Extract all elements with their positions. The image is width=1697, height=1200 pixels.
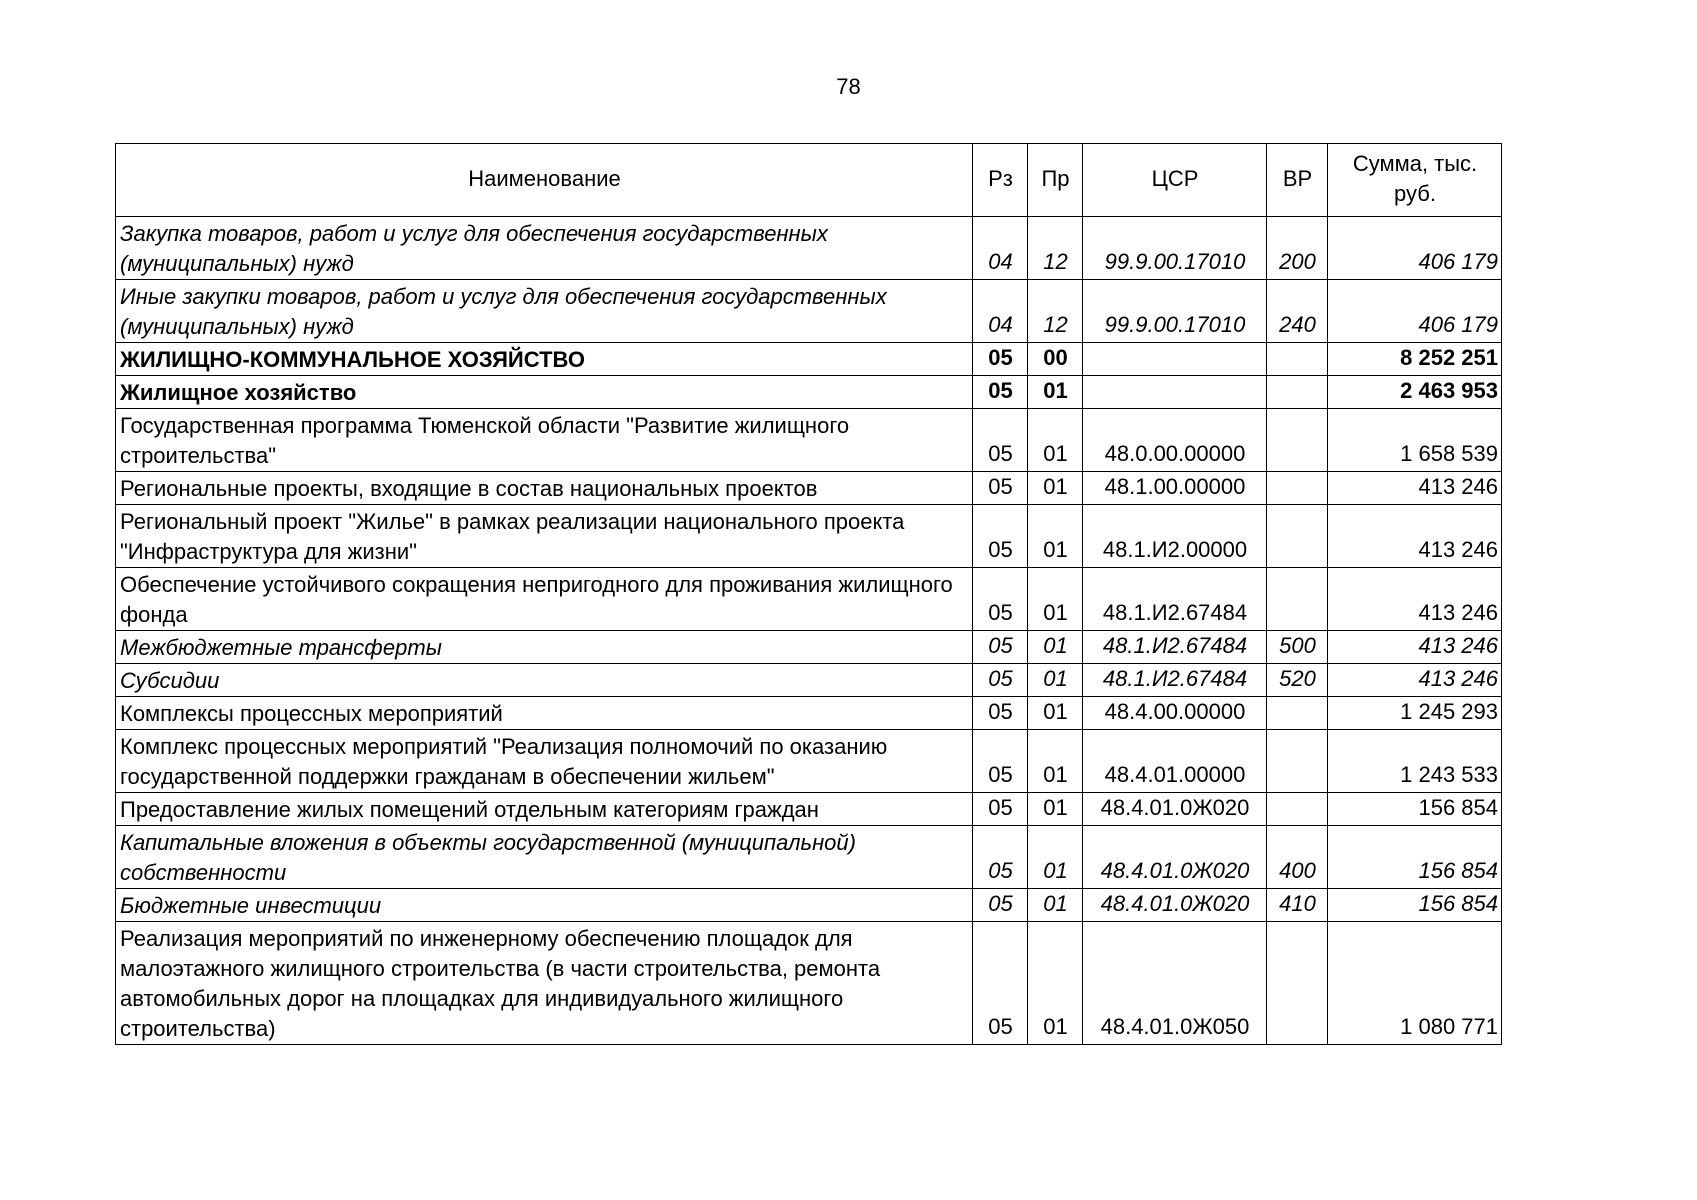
cell-vr bbox=[1267, 793, 1328, 826]
table-row bbox=[116, 343, 1502, 376]
cell-pr: 01 bbox=[1028, 697, 1083, 730]
cell-csr: 48.4.01.0Ж050 bbox=[1083, 922, 1267, 1045]
table-row bbox=[116, 793, 1502, 826]
cell-rz: 05 bbox=[973, 409, 1028, 472]
header-rz: Рз bbox=[973, 144, 1028, 217]
cell-pr: 01 bbox=[1028, 409, 1083, 472]
cell-sum: 406 179 bbox=[1328, 217, 1502, 280]
cell-csr bbox=[1083, 376, 1267, 409]
cell-pr: 01 bbox=[1028, 505, 1083, 568]
cell-sum: 156 854 bbox=[1328, 889, 1502, 922]
table-row bbox=[116, 664, 1502, 697]
cell-vr bbox=[1267, 922, 1328, 1045]
cell-vr: 400 bbox=[1267, 826, 1328, 889]
cell-vr bbox=[1267, 376, 1328, 409]
cell-vr bbox=[1267, 472, 1328, 505]
table-row bbox=[116, 826, 1502, 889]
page-number: 78 bbox=[836, 74, 861, 99]
cell-vr bbox=[1267, 730, 1328, 793]
cell-csr: 48.1.И2.67484 bbox=[1083, 568, 1267, 631]
cell-csr: 48.4.00.00000 bbox=[1083, 697, 1267, 730]
cell-vr bbox=[1267, 505, 1328, 568]
cell-pr: 01 bbox=[1028, 568, 1083, 631]
cell-vr bbox=[1267, 409, 1328, 472]
cell-name: ЖИЛИЩНО-КОММУНАЛЬНОЕ ХОЗЯЙСТВО bbox=[116, 343, 973, 376]
cell-name: Закупка товаров, работ и услуг для обеспечения государственных (муниципальных) нужд bbox=[116, 217, 973, 280]
cell-name: Обеспечение устойчивого сокращения непригодного для проживания жилищного фонда bbox=[116, 568, 973, 631]
header-sum: Сумма, тыс. руб. bbox=[1328, 144, 1502, 217]
budget-table bbox=[115, 143, 1502, 1045]
cell-sum: 1 243 533 bbox=[1328, 730, 1502, 793]
cell-rz: 05 bbox=[973, 376, 1028, 409]
cell-vr: 200 bbox=[1267, 217, 1328, 280]
table-header-row bbox=[116, 144, 1502, 217]
cell-rz: 05 bbox=[973, 697, 1028, 730]
cell-name: Предоставление жилых помещений отдельным категориям граждан bbox=[116, 793, 973, 826]
table-row bbox=[116, 280, 1502, 343]
header-vr: ВР bbox=[1267, 144, 1328, 217]
cell-csr: 48.4.01.0Ж020 bbox=[1083, 793, 1267, 826]
cell-name: Комплексы процессных мероприятий bbox=[116, 697, 973, 730]
cell-csr: 48.1.И2.00000 bbox=[1083, 505, 1267, 568]
cell-sum: 406 179 bbox=[1328, 280, 1502, 343]
cell-name: Государственная программа Тюменской области "Развитие жилищного строительства" bbox=[116, 409, 973, 472]
cell-name: Капитальные вложения в объекты государственной (муниципальной) собственности bbox=[116, 826, 973, 889]
cell-name: Жилищное хозяйство bbox=[116, 376, 973, 409]
cell-pr: 01 bbox=[1028, 889, 1083, 922]
table-row bbox=[116, 697, 1502, 730]
cell-csr: 48.4.01.00000 bbox=[1083, 730, 1267, 793]
cell-rz: 05 bbox=[973, 343, 1028, 376]
cell-pr: 01 bbox=[1028, 472, 1083, 505]
cell-name: Реализация мероприятий по инженерному обеспечению площадок для малоэтажного жилищного строительства (в части строительства, ремонта автомобильных дорог на площадках для индивидуального жилищного строительства) bbox=[116, 922, 973, 1045]
cell-sum: 8 252 251 bbox=[1328, 343, 1502, 376]
table-row bbox=[116, 505, 1502, 568]
cell-csr: 48.1.00.00000 bbox=[1083, 472, 1267, 505]
cell-sum: 1 245 293 bbox=[1328, 697, 1502, 730]
cell-rz: 05 bbox=[973, 826, 1028, 889]
cell-vr bbox=[1267, 343, 1328, 376]
cell-csr: 48.1.И2.67484 bbox=[1083, 631, 1267, 664]
cell-pr: 01 bbox=[1028, 793, 1083, 826]
cell-csr: 48.4.01.0Ж020 bbox=[1083, 826, 1267, 889]
cell-vr bbox=[1267, 568, 1328, 631]
cell-rz: 05 bbox=[973, 730, 1028, 793]
cell-pr: 01 bbox=[1028, 664, 1083, 697]
cell-csr: 99.9.00.17010 bbox=[1083, 280, 1267, 343]
cell-pr: 00 bbox=[1028, 343, 1083, 376]
table-row bbox=[116, 730, 1502, 793]
cell-name: Межбюджетные трансферты bbox=[116, 631, 973, 664]
table-row bbox=[116, 922, 1502, 1045]
cell-pr: 01 bbox=[1028, 631, 1083, 664]
table-body bbox=[116, 217, 1502, 1045]
cell-csr: 48.4.01.0Ж020 bbox=[1083, 889, 1267, 922]
cell-pr: 01 bbox=[1028, 376, 1083, 409]
cell-rz: 05 bbox=[973, 472, 1028, 505]
cell-name: Региональные проекты, входящие в состав национальных проектов bbox=[116, 472, 973, 505]
cell-name: Комплекс процессных мероприятий "Реализация полномочий по оказанию государственной поддержки гражданам в обеспечении жильем" bbox=[116, 730, 973, 793]
cell-csr: 48.1.И2.67484 bbox=[1083, 664, 1267, 697]
cell-name: Субсидии bbox=[116, 664, 973, 697]
header-pr: Пр bbox=[1028, 144, 1083, 217]
table-row bbox=[116, 376, 1502, 409]
cell-sum: 413 246 bbox=[1328, 505, 1502, 568]
cell-pr: 01 bbox=[1028, 730, 1083, 793]
cell-csr: 99.9.00.17010 bbox=[1083, 217, 1267, 280]
cell-rz: 05 bbox=[973, 568, 1028, 631]
cell-rz: 05 bbox=[973, 889, 1028, 922]
cell-sum: 2 463 953 bbox=[1328, 376, 1502, 409]
table-row bbox=[116, 631, 1502, 664]
cell-vr: 410 bbox=[1267, 889, 1328, 922]
cell-vr bbox=[1267, 697, 1328, 730]
cell-pr: 01 bbox=[1028, 922, 1083, 1045]
cell-sum: 1 658 539 bbox=[1328, 409, 1502, 472]
cell-rz: 05 bbox=[973, 631, 1028, 664]
cell-sum: 413 246 bbox=[1328, 664, 1502, 697]
cell-rz: 05 bbox=[973, 922, 1028, 1045]
cell-pr: 01 bbox=[1028, 826, 1083, 889]
cell-sum: 413 246 bbox=[1328, 631, 1502, 664]
cell-sum: 1 080 771 bbox=[1328, 922, 1502, 1045]
cell-pr: 12 bbox=[1028, 217, 1083, 280]
cell-rz: 05 bbox=[973, 505, 1028, 568]
table-row bbox=[116, 568, 1502, 631]
cell-rz: 04 bbox=[973, 280, 1028, 343]
cell-sum: 156 854 bbox=[1328, 793, 1502, 826]
header-name: Наименование bbox=[116, 144, 973, 217]
cell-sum: 413 246 bbox=[1328, 472, 1502, 505]
cell-name: Региональный проект "Жилье" в рамках реализации национального проекта "Инфраструктура для жизни" bbox=[116, 505, 973, 568]
table-row bbox=[116, 889, 1502, 922]
cell-vr: 520 bbox=[1267, 664, 1328, 697]
cell-rz: 05 bbox=[973, 664, 1028, 697]
cell-rz: 05 bbox=[973, 793, 1028, 826]
cell-vr: 240 bbox=[1267, 280, 1328, 343]
cell-name: Бюджетные инвестиции bbox=[116, 889, 973, 922]
cell-pr: 12 bbox=[1028, 280, 1083, 343]
table-row bbox=[116, 472, 1502, 505]
table-row bbox=[116, 217, 1502, 280]
cell-name: Иные закупки товаров, работ и услуг для обеспечения государственных (муниципальных) нужд bbox=[116, 280, 973, 343]
cell-sum: 413 246 bbox=[1328, 568, 1502, 631]
table-row bbox=[116, 409, 1502, 472]
cell-rz: 04 bbox=[973, 217, 1028, 280]
cell-csr: 48.0.00.00000 bbox=[1083, 409, 1267, 472]
cell-csr bbox=[1083, 343, 1267, 376]
cell-vr: 500 bbox=[1267, 631, 1328, 664]
cell-sum: 156 854 bbox=[1328, 826, 1502, 889]
header-csr: ЦСР bbox=[1083, 144, 1267, 217]
